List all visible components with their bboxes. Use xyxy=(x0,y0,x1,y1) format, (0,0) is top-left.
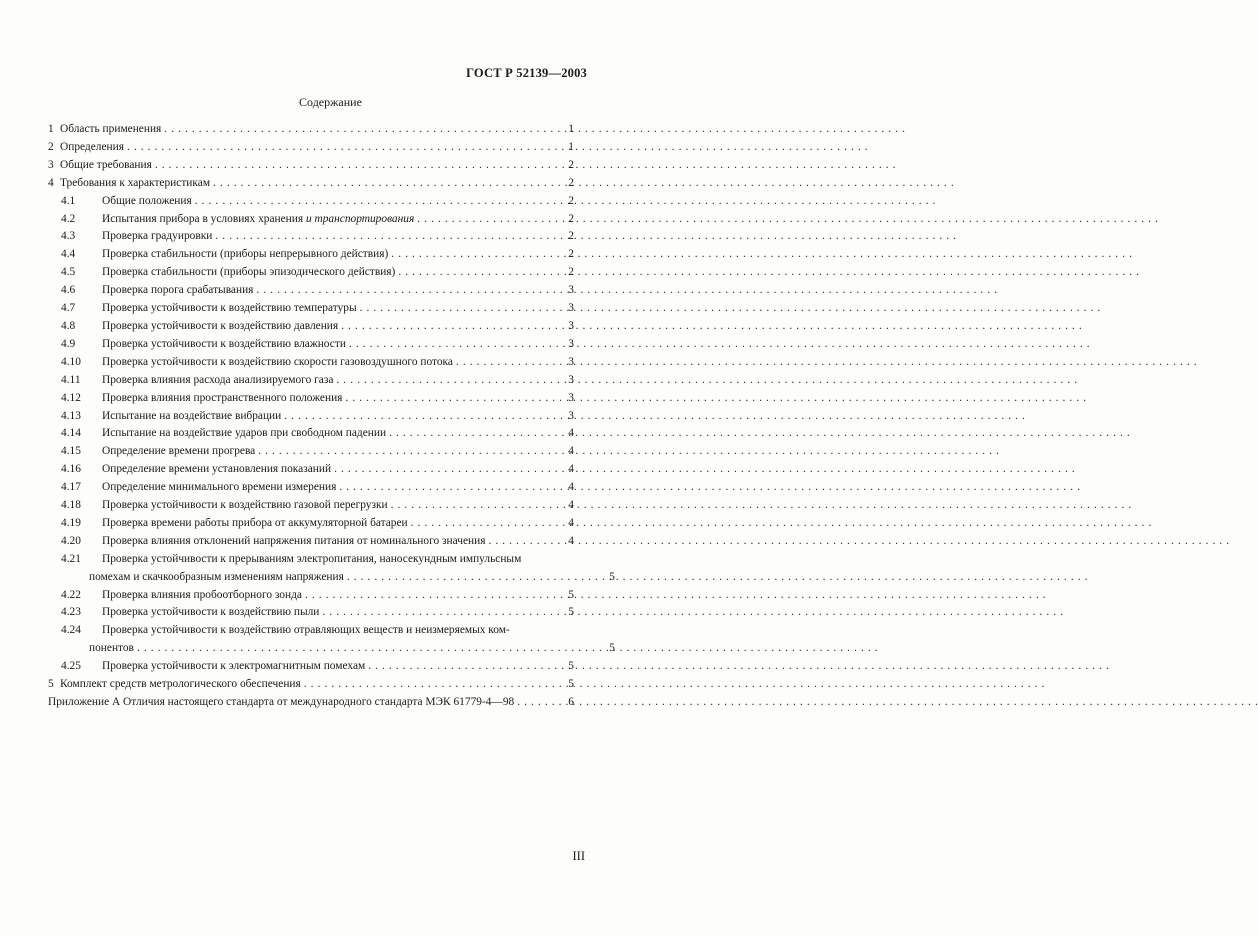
toc-entry[interactable] xyxy=(48,372,574,390)
toc-entry[interactable] xyxy=(48,479,574,497)
toc-entry-number: 2 xyxy=(48,140,54,153)
toc-entry-title-text: Испытания прибора в условиях хранения xyxy=(102,212,304,225)
toc-entry-title xyxy=(60,175,210,193)
toc-entry[interactable] xyxy=(48,354,574,372)
toc-entry[interactable] xyxy=(48,443,574,461)
toc-entry[interactable] xyxy=(48,175,574,193)
toc-entry-title-text: Проверка устойчивости к воздействию скорости газовоздушного потока xyxy=(102,355,453,368)
toc-entry-title xyxy=(48,694,514,712)
toc-entry-title xyxy=(102,587,302,605)
toc-entry-title-text: Проверка устойчивости к воздействию отравляющих веществ и неизмеряемых ком- xyxy=(102,624,510,637)
toc-entry-number: 3 xyxy=(48,158,54,171)
toc-entry[interactable] xyxy=(48,228,574,246)
toc-entry-number: 4.13 xyxy=(61,409,81,422)
dot-leader xyxy=(389,425,565,443)
dot-leader xyxy=(341,318,565,336)
toc-entry-number: 4.20 xyxy=(61,534,81,547)
standard-code: ГОСТ Р 52139—2003 xyxy=(466,66,587,80)
toc-entry[interactable] xyxy=(48,622,615,658)
toc-entry-title-text: Проверка устойчивости к воздействию давления xyxy=(102,319,339,332)
toc-entry-page: 4 xyxy=(568,481,574,494)
toc-entry-number: 4.18 xyxy=(61,499,81,512)
toc-entry-title xyxy=(102,515,408,533)
toc-entry-number: 4.21 xyxy=(61,552,81,565)
page-number: III xyxy=(572,849,585,863)
dot-leader xyxy=(322,604,565,622)
toc-entry-title xyxy=(102,461,331,479)
toc-entry-title xyxy=(102,336,346,354)
toc-entry-title-continued: понентов xyxy=(89,642,134,655)
toc-entry[interactable] xyxy=(48,587,574,605)
toc-entry-page: 3 xyxy=(568,355,574,368)
toc-entry-title-text: Проверка устойчивости к воздействию пыли xyxy=(102,606,320,619)
toc-entry[interactable] xyxy=(48,139,574,157)
dot-leader xyxy=(517,694,565,712)
toc-entry-page: 3 xyxy=(568,373,574,386)
dot-leader xyxy=(164,121,565,139)
toc-entry-number: 4.17 xyxy=(61,481,81,494)
toc-entry-page: 5 xyxy=(609,642,615,655)
toc-entry-title-text: Проверка времени работы прибора от аккумуляторной батареи xyxy=(102,516,408,529)
dot-leader xyxy=(456,354,565,372)
dot-leader xyxy=(195,193,565,211)
toc-entry-title-text: Определение времени прогрева xyxy=(102,445,256,458)
toc-entry-number: 4.11 xyxy=(61,373,81,386)
toc-entry-title xyxy=(102,425,386,443)
toc-entry-title-text: Проверка устойчивости к воздействию газовой перегрузки xyxy=(102,499,388,512)
toc-entry-number: 5 xyxy=(48,678,54,691)
toc-entry-number: 4.2 xyxy=(61,212,76,225)
dot-leader xyxy=(258,443,565,461)
toc-entry[interactable] xyxy=(48,408,574,426)
toc-entry[interactable] xyxy=(48,282,574,300)
toc-entry-title-text: Испытание на воздействие вибрации xyxy=(102,409,282,422)
toc-entry-number: 4.5 xyxy=(61,266,76,279)
toc-entry-title-text: Проверка порога срабатывания xyxy=(102,284,254,297)
toc-entry-page: 2 xyxy=(568,266,574,279)
toc-entry-title-text: Область применения xyxy=(60,123,162,135)
toc-entry-title-text: Определения xyxy=(60,140,124,153)
toc-entry-number: 4.8 xyxy=(61,319,76,332)
toc-entry-title-text: Проверка градуировки xyxy=(102,230,213,243)
toc-entry-number: 4 xyxy=(48,176,54,189)
toc-entry-title xyxy=(102,282,253,300)
dot-leader xyxy=(127,139,565,157)
toc-entry-page: 3 xyxy=(568,284,574,297)
toc-entry-title xyxy=(102,658,365,676)
toc-entry-number: 4.3 xyxy=(61,230,76,243)
toc-entry-title xyxy=(102,604,319,622)
toc-entry-page: 3 xyxy=(568,409,574,422)
toc-entry[interactable] xyxy=(48,246,574,264)
toc-title: Содержание xyxy=(299,95,362,109)
toc-entry[interactable] xyxy=(48,551,615,587)
toc-entry-page: 3 xyxy=(568,391,574,404)
toc-entry-page: 4 xyxy=(568,516,574,529)
toc-entry[interactable] xyxy=(48,533,574,551)
toc-entry-title-text: Проверка устойчивости к прерываниям электропитания, наносекундным импульсным xyxy=(102,552,522,565)
toc-entry-title xyxy=(102,622,510,640)
toc-entry-number: 4.4 xyxy=(61,248,76,261)
toc-entry-page: 4 xyxy=(568,463,574,476)
toc-entry-title xyxy=(102,497,388,515)
dot-leader xyxy=(411,515,565,533)
toc-entry-title xyxy=(60,121,161,139)
toc-entry-title xyxy=(60,157,152,175)
toc-entry[interactable] xyxy=(48,264,574,282)
dot-leader xyxy=(349,336,565,354)
toc-entry-title xyxy=(102,228,212,246)
toc-entry-title xyxy=(102,372,333,390)
toc-entry-page: 3 xyxy=(568,319,574,332)
toc-entry[interactable] xyxy=(48,157,574,175)
toc-entry-number: 4.15 xyxy=(61,445,81,458)
toc-entry-page: 2 xyxy=(568,230,574,243)
toc-entry-title xyxy=(102,246,388,264)
dot-leader xyxy=(305,587,565,605)
toc-entry[interactable] xyxy=(48,694,574,712)
toc-entry-page: 2 xyxy=(568,176,574,189)
dot-leader xyxy=(336,372,565,390)
toc-entry-title xyxy=(102,300,357,318)
toc-entry-title xyxy=(60,676,301,694)
toc-entry-title-italic: и транспортирования xyxy=(303,212,415,225)
toc-entry-title-text: Требования к характеристикам xyxy=(60,176,211,189)
toc-entry-title xyxy=(102,193,192,211)
toc-entry-page: 4 xyxy=(568,427,574,440)
toc-entry-number: 4.1 xyxy=(61,194,76,207)
toc-entry-title-text: Проверка влияния отклонений напряжения питания от номинального значения xyxy=(102,534,486,547)
toc-entry-title-text: Проверка стабильности (приборы эпизодического действия) xyxy=(102,266,396,279)
toc-entry-number: 4.25 xyxy=(61,660,81,673)
toc-entry-number: 4.10 xyxy=(61,355,81,368)
toc-entry-title-text: Проверка устойчивости к воздействию влажности xyxy=(102,337,346,350)
toc-entry-page: 4 xyxy=(568,499,574,512)
dot-leader xyxy=(339,479,565,497)
toc-entry-page: 5 xyxy=(568,588,574,601)
toc-entry-number: 4.7 xyxy=(61,302,76,315)
toc-entry[interactable] xyxy=(48,300,574,318)
toc-entry-title-text: Проверка устойчивости к воздействию температуры xyxy=(102,302,357,315)
toc-entry-number: 1 xyxy=(48,123,54,135)
toc-entry-title xyxy=(102,318,338,336)
toc-entry-page: 4 xyxy=(568,534,574,547)
toc-entry[interactable] xyxy=(48,604,574,622)
toc-entry-page: 4 xyxy=(568,445,574,458)
toc-entry-title-text: Испытание на воздействие ударов при свободном падении xyxy=(102,427,387,440)
toc-entry[interactable] xyxy=(48,121,574,139)
dot-leader xyxy=(417,211,565,229)
toc-entry-title-text: Проверка влияния расхода анализируемого газа xyxy=(102,373,334,386)
toc-entry-page: 1 xyxy=(568,140,574,153)
dot-leader xyxy=(391,497,565,515)
toc-entry[interactable] xyxy=(48,193,574,211)
toc-entry[interactable] xyxy=(48,425,574,443)
toc-entry-page: 5 xyxy=(568,660,574,673)
toc-entry-page: 5 xyxy=(568,606,574,619)
dot-leader xyxy=(488,533,565,551)
toc-entry[interactable] xyxy=(48,658,574,676)
dot-leader xyxy=(213,175,565,193)
toc-entry-title-text: Проверка устойчивости к электромагнитным помехам xyxy=(102,660,366,673)
dot-leader xyxy=(398,264,565,282)
toc-entry-page: 5 xyxy=(568,678,574,691)
toc-entry-title xyxy=(102,533,485,551)
toc-entry-title-text: Проверка стабильности (приборы непрерывного действия) xyxy=(102,248,389,261)
toc-entry-number: 4.23 xyxy=(61,606,81,619)
toc-entry-page: 6 xyxy=(568,696,574,708)
toc-entry-title-text: Общие требования xyxy=(60,158,152,171)
toc-entry-title-text: Проверка влияния пространственного положения xyxy=(102,391,343,404)
toc-entry-number: 4.24 xyxy=(61,624,81,637)
toc-entry[interactable] xyxy=(48,515,574,533)
toc-entry-title xyxy=(102,551,521,569)
toc-entry-title xyxy=(60,139,124,157)
toc-entry-title xyxy=(102,264,395,282)
toc-entry-title-text: Общие положения xyxy=(102,194,192,207)
toc-entry[interactable] xyxy=(48,336,574,354)
toc-entry-title xyxy=(102,443,255,461)
toc-entry-page: 2 xyxy=(568,158,574,171)
toc-entry-title-text: Приложение А Отличия настоящего стандарта от международного стандарта МЭК 61779-4—98 xyxy=(48,696,515,708)
toc-entry-number: 4.9 xyxy=(61,337,76,350)
toc-entry-page: 5 xyxy=(609,570,615,583)
dot-leader xyxy=(391,246,565,264)
toc-entry-title-text: Определение минимального времени измерения xyxy=(102,481,337,494)
toc-entry-title xyxy=(102,354,453,372)
dot-leader xyxy=(345,390,565,408)
dot-leader xyxy=(334,461,565,479)
toc-entry[interactable] xyxy=(48,461,574,479)
toc-entry-title xyxy=(102,390,342,408)
toc-entry[interactable] xyxy=(48,676,574,694)
dot-leader xyxy=(368,658,565,676)
dot-leader xyxy=(215,228,565,246)
toc-entry-number: 4.12 xyxy=(61,391,81,404)
toc-entry-title-text: Определение времени установления показаний xyxy=(102,463,332,476)
toc-entry-number: 4.22 xyxy=(61,588,81,601)
toc-entry-title xyxy=(102,479,336,497)
dot-leader xyxy=(304,676,565,694)
dot-leader xyxy=(284,408,565,426)
toc-entry-title xyxy=(102,211,414,229)
toc-entry-page: 2 xyxy=(568,194,574,207)
toc-entry-page: 2 xyxy=(568,212,574,225)
toc-entry[interactable] xyxy=(48,211,574,229)
toc-entry-number: 4.14 xyxy=(61,427,81,440)
dot-leader xyxy=(256,282,565,300)
dot-leader xyxy=(360,300,565,318)
toc-entry-page: 1 xyxy=(568,123,574,135)
toc-entry-page: 3 xyxy=(568,302,574,315)
dot-leader xyxy=(155,157,565,175)
toc-entry-number: 4.16 xyxy=(61,463,81,476)
toc-entry[interactable] xyxy=(48,390,574,408)
table-of-contents xyxy=(48,121,615,712)
toc-entry-page: 3 xyxy=(568,337,574,350)
toc-entry-title-text: Проверка влияния пробоотборного зонда xyxy=(102,588,302,601)
toc-entry-number: 4.19 xyxy=(61,516,81,529)
toc-entry-title-continued: помехам и скачкообразным изменениям напряжения xyxy=(89,570,344,583)
toc-entry-title-text: Комплект средств метрологического обеспечения xyxy=(60,678,301,691)
toc-entry-page: 2 xyxy=(568,248,574,261)
dot-leader xyxy=(137,640,606,658)
toc-entry-number: 4.6 xyxy=(61,284,76,297)
toc-entry[interactable] xyxy=(48,497,574,515)
dot-leader xyxy=(347,569,606,587)
toc-entry[interactable] xyxy=(48,318,574,336)
toc-entry-title xyxy=(102,408,281,426)
